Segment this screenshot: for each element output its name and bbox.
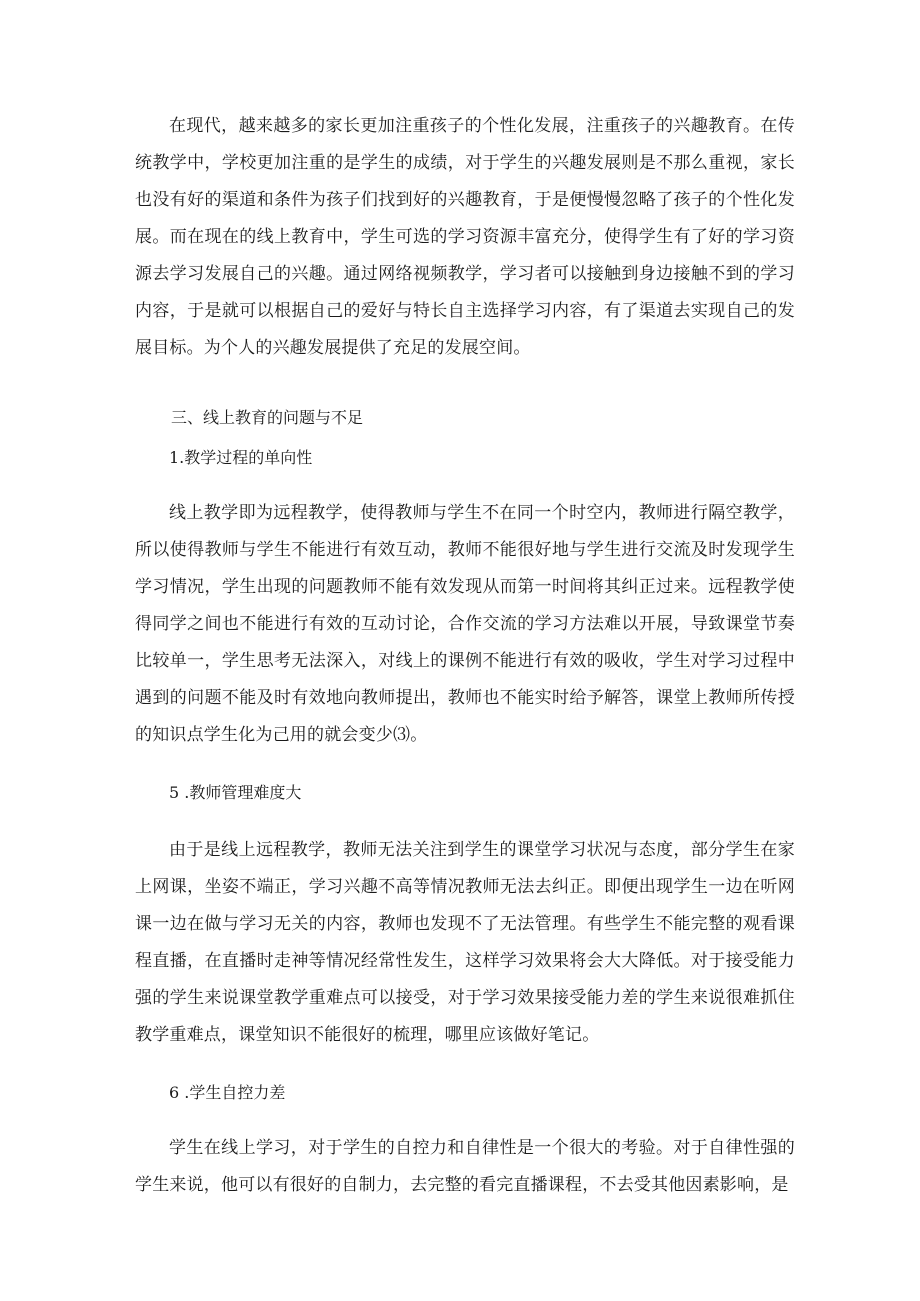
body-paragraph: 在现代，越来越多的家长更加注重孩子的个性化发展，注重孩子的兴趣教育。在传统教学中，学校更加注重的是学生的成绩，对于学生的兴趣发展则是不那么重视，家长也没有好的渠道和条件为孩子们找到好的兴趣教育，于是便慢慢忽略了孩子的个性化发展。而在现在的线上教育中，学生可选的学习资源丰富充分，使得学生有了好的学习资源去学习发展自己的兴趣。通过网络视频教学，学习者可以接触到身边接触不到的学习内容，于是就可以根据自己的爱好与特长自主选择学习内容，有了渠道去实现自己的发展目标。为个人的兴趣发展提供了充足的发展空间。 (135, 116, 795, 358)
section-heading: 三、线上教育的问题与不足 (171, 408, 364, 427)
body-paragraph: 学生在线上学习，对于学生的自控力和自律性是一个很大的考验。对于自律性强的学生来说，他可以有很好的自制力，去完整的看完直播课程，不去受其他因素影响，是 (135, 1138, 795, 1195)
body-paragraph: 线上教学即为远程教学，使得教师与学生不在同一个时空内，教师进行隔空教学，所以使得教师与学生不能进行有效互动，教师不能很好地与学生进行交流及时发现学生学习情况，学生出现的问题教师不能有效发现从而第一时间将其纠正过来。远程教学使得同学之间也不能进行有效的互动讨论，合作交流的学习方法难以开展，导致课堂节奏比较单一，学生思考无法深入，对线上的课例不能进行有效的吸收，学生对学习过程中遇到的问题不能及时有效地向教师提出，教师也不能实时给予解答，课堂上教师所传授的知识点学生化为己用的就会变少⑶。 (135, 503, 795, 745)
body-paragraph: 由于是线上远程教学，教师无法关注到学生的课堂学习状况与态度，部分学生在家上网课，坐姿不端正，学习兴趣不高等情况教师无法去纠正。即便出现学生一边在听网课一边在做与学习无关的内容，教师也发现不了无法管理。有些学生不能完整的观看课程直播，在直播时走神等情况经常性发生，这样学习效果将会大大降低。对于接受能力强的学生来说课堂教学重难点可以接受，对于学习效果接受能力差的学生来说很难抓住教学重难点，课堂知识不能很好的梳理，哪里应该做好笔记。 (135, 840, 795, 1045)
subsection-heading: 1.教学过程的单向性 (169, 448, 313, 467)
subsection-heading: 5 .教师管理难度大 (169, 783, 302, 802)
document-page (135, 108, 795, 1204)
subsection-heading: 6 .学生自控力差 (169, 1083, 286, 1102)
